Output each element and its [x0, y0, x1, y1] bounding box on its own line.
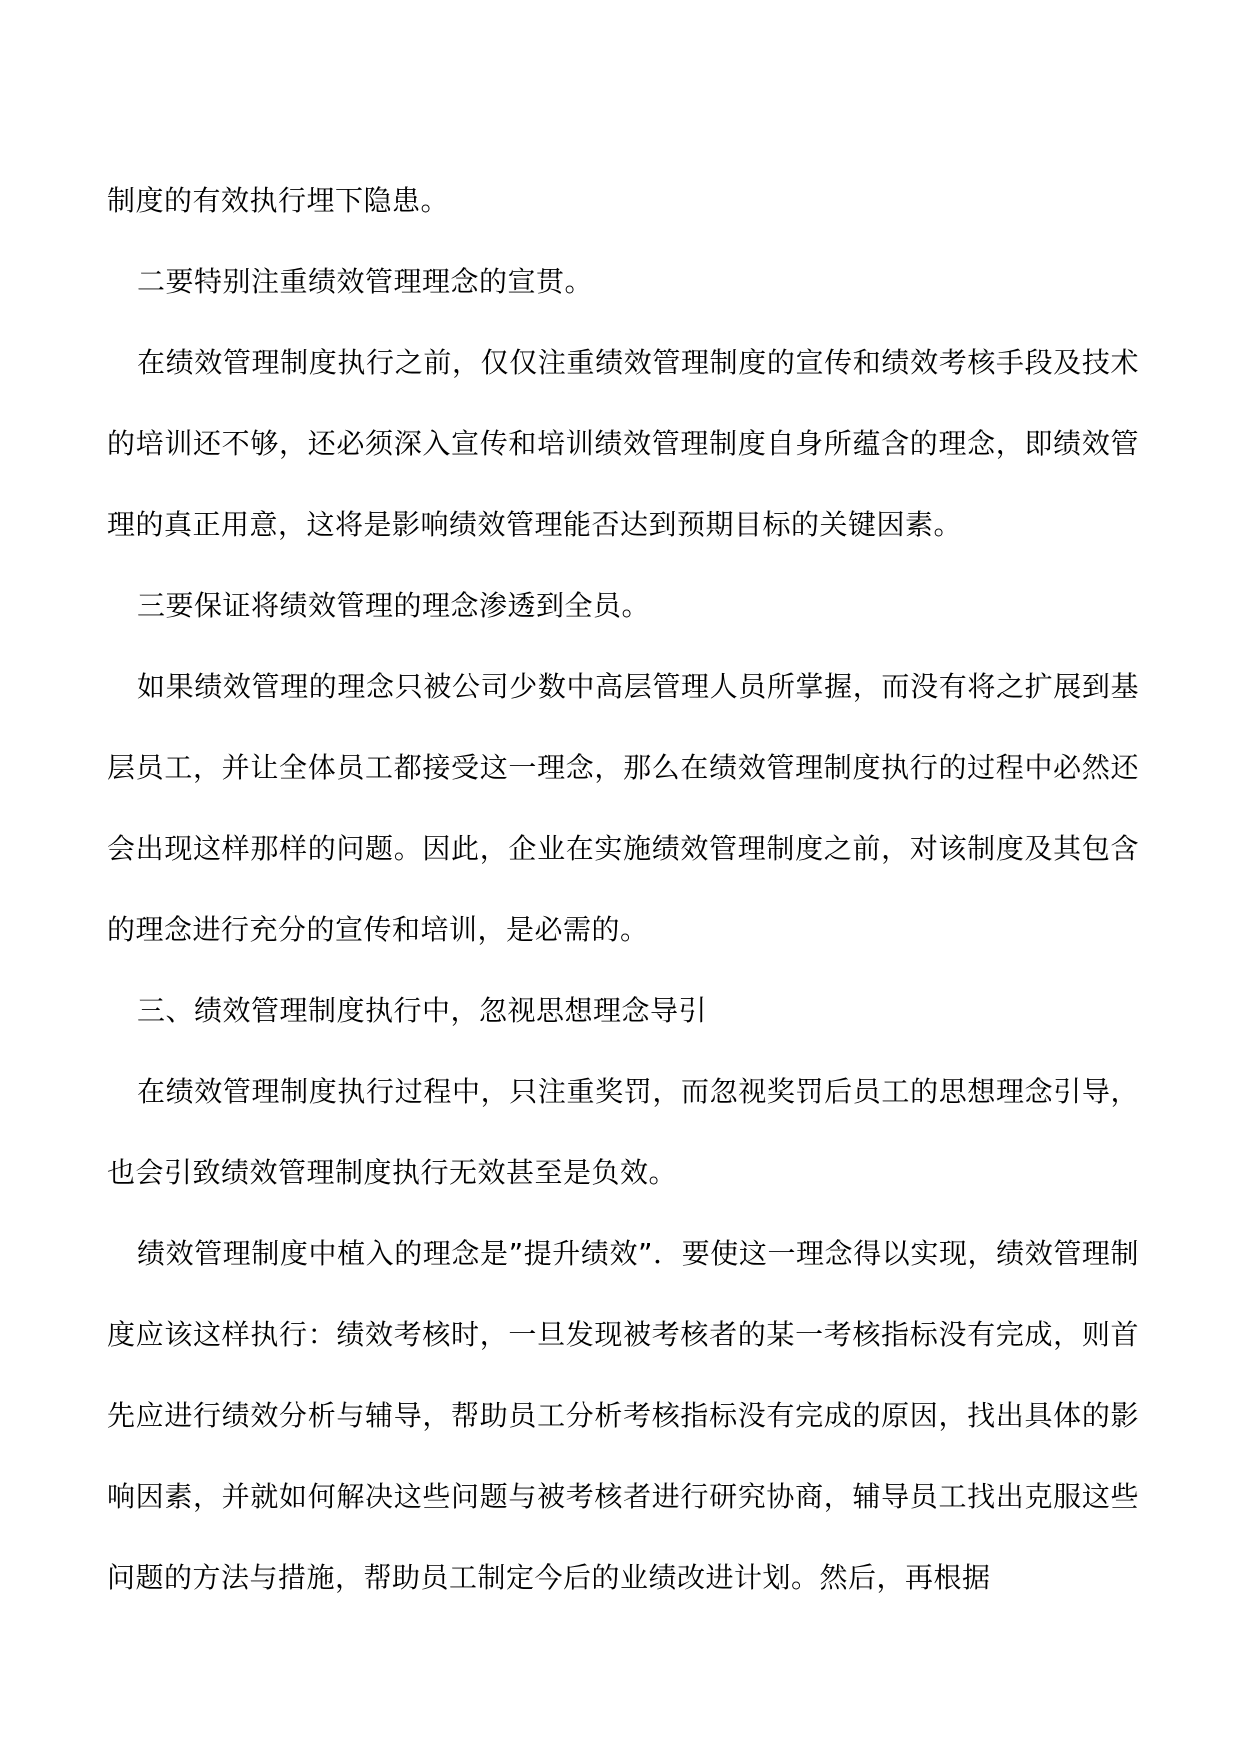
section-heading-three: 三、绩效管理制度执行中，忽视思想理念导引 — [137, 994, 708, 1027]
paragraph: 绩效管理制度中植入的理念是”提升绩效”．要使这一理念得以实现，绩效管理制度应该这样执行：绩效考核时，一旦发现被考核者的某一考核指标没有完成，则首先应进行绩效分析与辅导，帮助员工分析考核指标没有完成的原因，找出具体的影响因素，并就如何解决这些问题与被考核者进行研究协商，辅导员工找出克服这些问题的方法与措施，帮助员工制定今后的业绩改进计划。然后，再根据 — [107, 1237, 1139, 1594]
paragraph-continuation: 制度的有效执行埋下隐患。 — [107, 184, 450, 217]
paragraph-point-two-heading: 二要特别注重绩效管理理念的宣贯。 — [137, 265, 594, 298]
paragraph: 在绩效管理制度执行过程中，只注重奖罚，而忽视奖罚后员工的思想理念引导，也会引致绩效管理制度执行无效甚至是负效。 — [107, 1075, 1139, 1189]
paragraph: 如果绩效管理的理念只被公司少数中高层管理人员所掌握，而没有将之扩展到基层员工，并让全体员工都接受这一理念，那么在绩效管理制度执行的过程中必然还会出现这样那样的问题。因此，企业在实施绩效管理制度之前，对该制度及其包含的理念进行充分的宣传和培训，是必需的。 — [107, 670, 1139, 946]
paragraph: 在绩效管理制度执行之前，仅仅注重绩效管理制度的宣传和绩效考核手段及技术的培训还不够，还必须深入宣传和培训绩效管理制度自身所蕴含的理念，即绩效管理的真正用意，这将是影响绩效管理能否达到预期目标的关键因素。 — [107, 346, 1139, 541]
paragraph-point-three-heading: 三要保证将绩效管理的理念渗透到全员。 — [137, 589, 651, 622]
body-text — [107, 160, 1139, 1618]
